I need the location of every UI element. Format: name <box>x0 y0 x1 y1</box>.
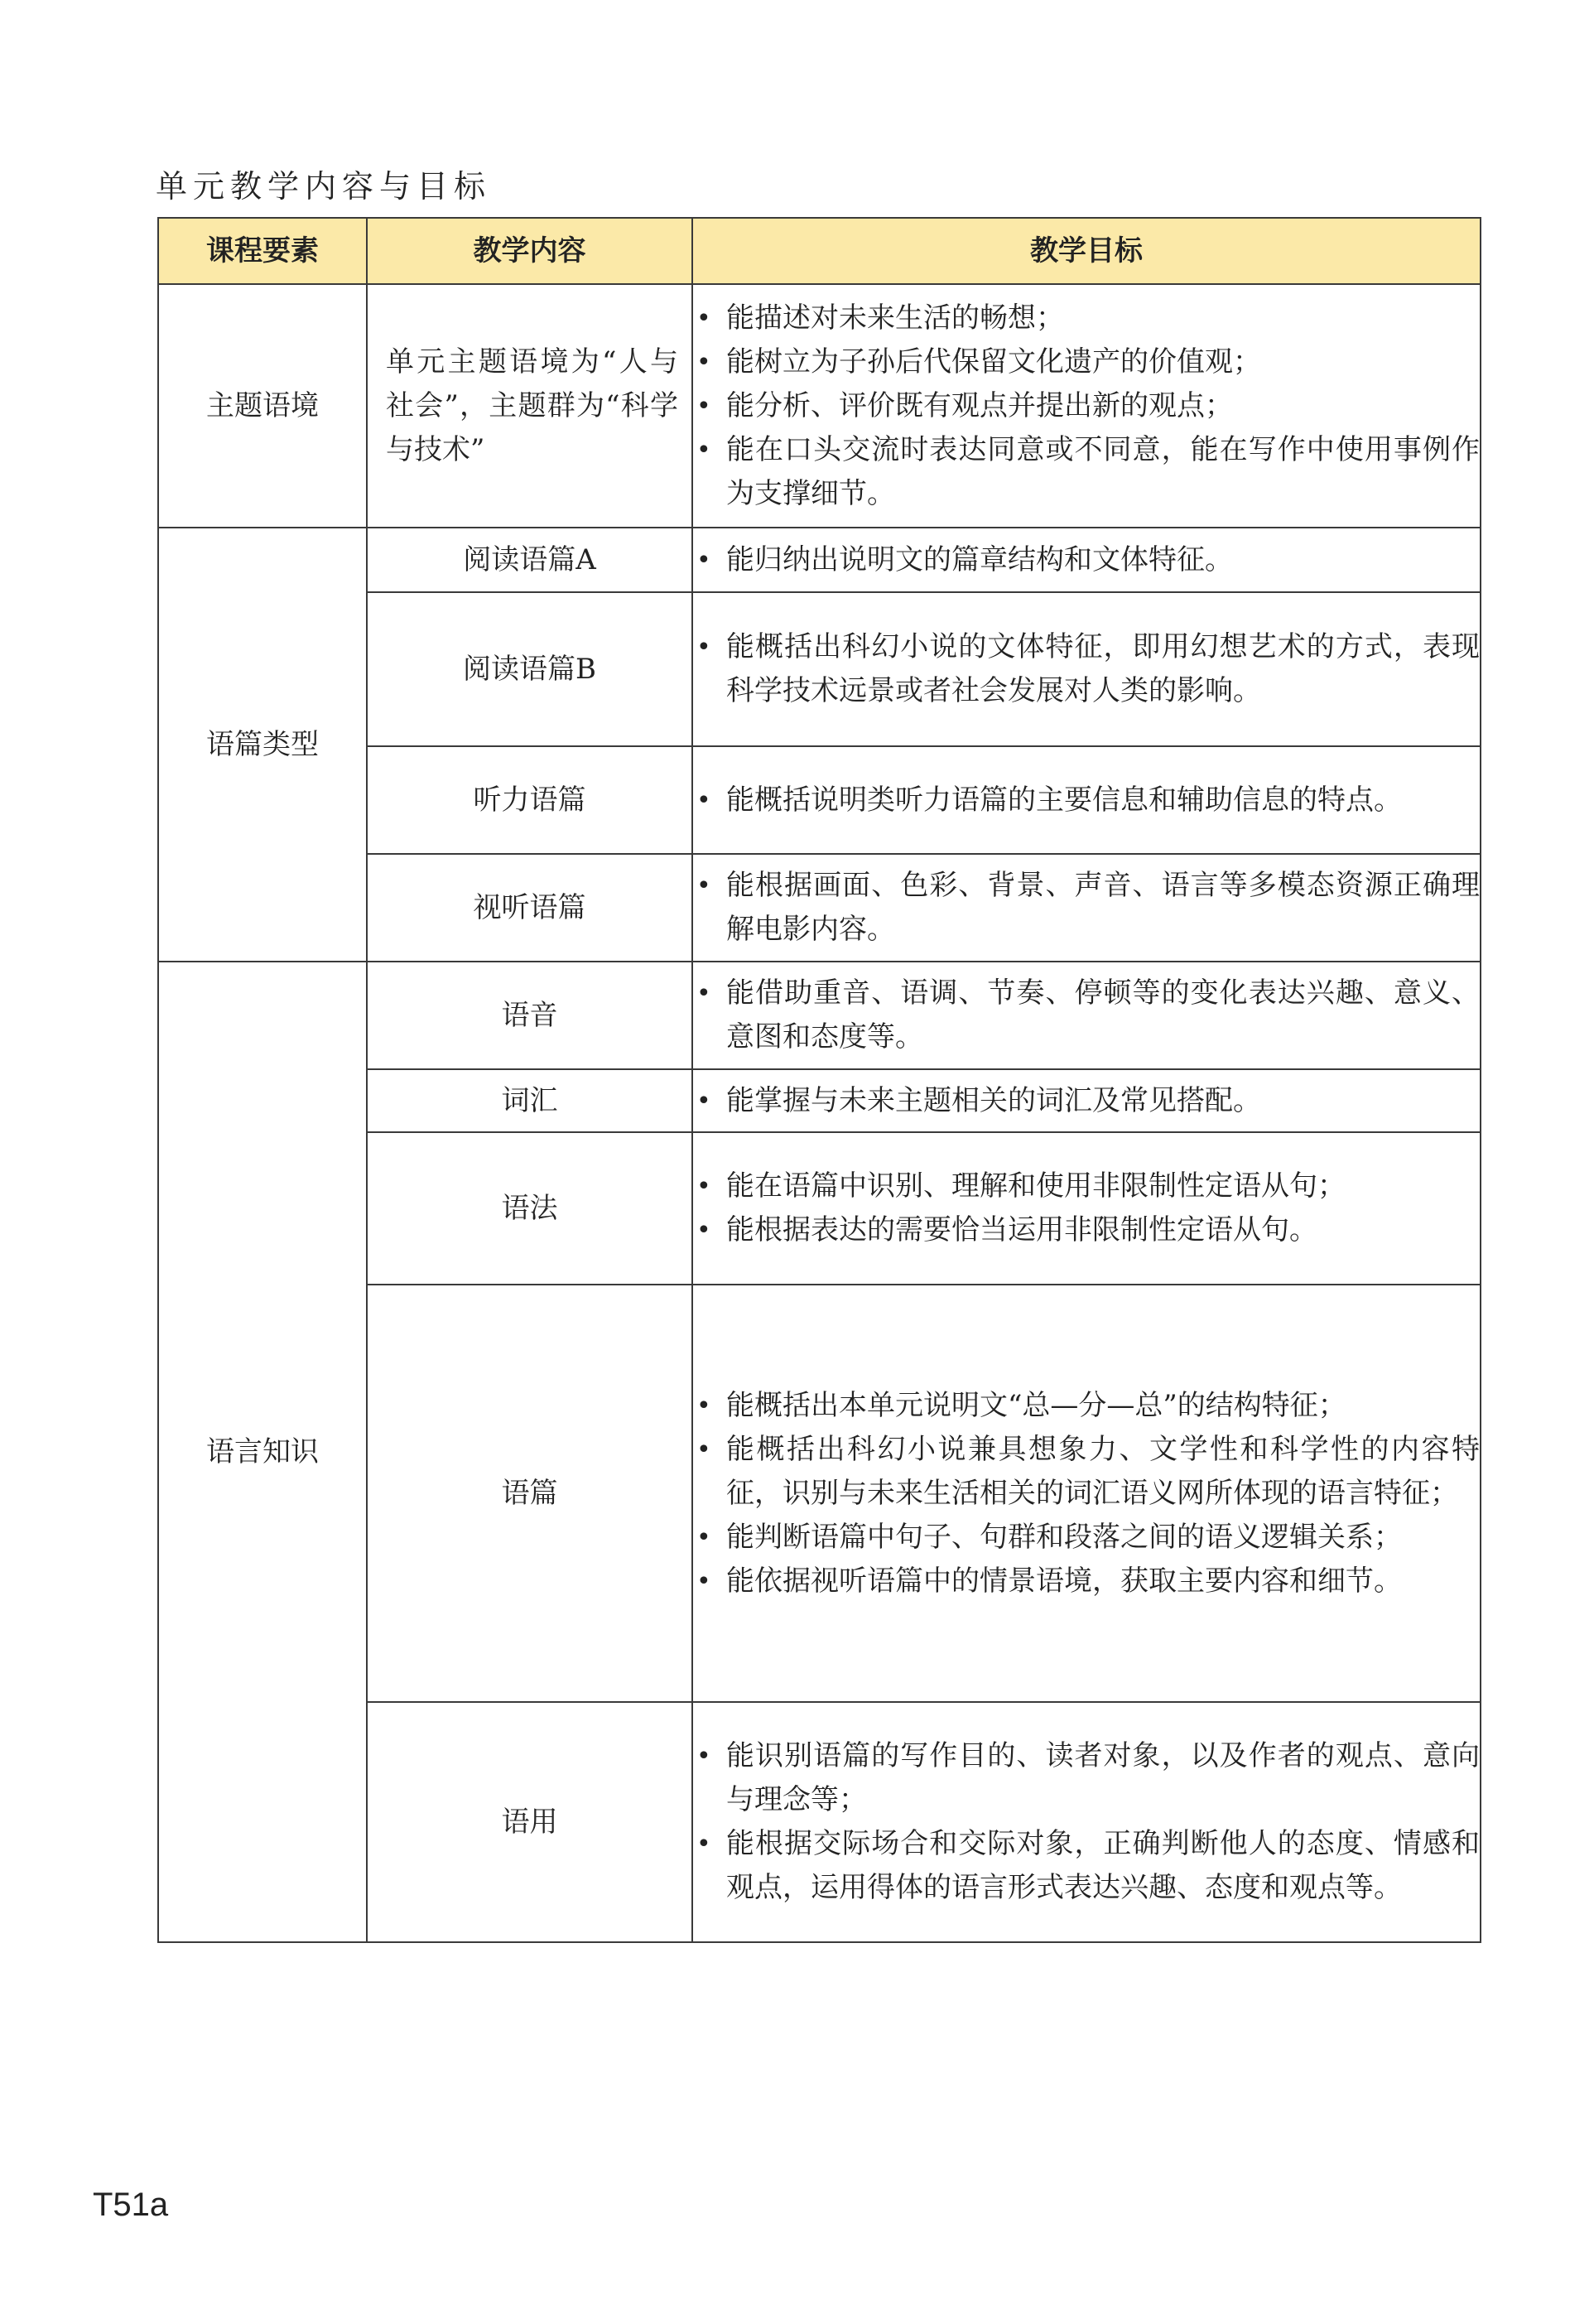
goal-item: • 能根据画面、色彩、背景、声音、语言等多模态资源正确理解电影内容。 <box>693 864 1480 952</box>
goal-item: • 能依据视听语篇中的情景语境，获取主要内容和细节。 <box>693 1560 1480 1603</box>
goal-item: • 能根据表达的需要恰当运用非限制性定语从句。 <box>693 1208 1480 1252</box>
goal-item: • 能借助重音、语调、节奏、停顿等的变化表达兴趣、意义、意图和态度等。 <box>693 972 1480 1059</box>
header-teaching-content: 教学内容 <box>367 218 692 284</box>
bullet-icon: • <box>696 1742 711 1771</box>
goal-cell <box>692 854 1481 962</box>
page-number: T51a <box>93 2187 169 2223</box>
table-row <box>158 962 1481 1069</box>
content-cell: 阅读语篇B <box>367 592 692 746</box>
bullet-icon: • <box>696 435 711 465</box>
goal-item: • 能分析、评价既有观点并提出新的观点； <box>693 384 1480 428</box>
table-row <box>158 284 1481 528</box>
bullet-icon: • <box>696 1566 711 1596</box>
goal-item: • 能树立为子孙后代保留文化遗产的价值观； <box>693 340 1480 384</box>
content-cell: 听力语篇 <box>367 746 692 854</box>
bullet-icon: • <box>696 785 711 815</box>
goal-cell <box>692 962 1481 1069</box>
section-title: 单元教学内容与目标 <box>156 168 492 205</box>
goal-cell <box>692 1069 1481 1132</box>
bullet-icon: • <box>696 1434 711 1464</box>
bullet-icon: • <box>696 1830 711 1859</box>
category-cell: 语言知识 <box>158 962 367 1942</box>
table-header-row <box>158 218 1481 284</box>
goal-item: • 能掌握与未来主题相关的词汇及常见搭配。 <box>693 1079 1480 1123</box>
goal-item: • 能根据交际场合和交际对象，正确判断他人的态度、情感和观点，运用得体的语言形式表达兴趣、态度和观点等。 <box>693 1822 1480 1910</box>
content-cell: 词汇 <box>367 1069 692 1132</box>
bullet-icon: • <box>696 391 711 421</box>
goal-item: • 能概括说明类听力语篇的主要信息和辅助信息的特点。 <box>693 779 1480 822</box>
goal-item: • 能判断语篇中句子、句群和段落之间的语义逻辑关系； <box>693 1516 1480 1560</box>
bullet-icon: • <box>696 1086 711 1116</box>
goal-cell <box>692 1132 1481 1285</box>
bullet-icon: • <box>696 545 711 575</box>
goal-cell <box>692 746 1481 854</box>
goal-item: • 能归纳出说明文的篇章结构和文体特征。 <box>693 538 1480 582</box>
content-cell: 单元主题语境为“人与社会”，主题群为“科学与技术” <box>367 284 692 528</box>
goal-cell <box>692 284 1481 528</box>
header-teaching-goal: 教学目标 <box>692 218 1481 284</box>
bullet-icon: • <box>696 1172 711 1201</box>
content-cell: 语用 <box>367 1702 692 1942</box>
header-course-element: 课程要素 <box>158 218 367 284</box>
content-cell: 阅读语篇A <box>367 528 692 592</box>
category-cell: 语篇类型 <box>158 528 367 962</box>
content-cell: 语音 <box>367 962 692 1069</box>
goal-item: • 能描述对未来生活的畅想； <box>693 297 1480 340</box>
goal-item: • 能概括出科幻小说兼具想象力、文学性和科学性的内容特征，识别与未来生活相关的词汇语义网所体现的语言特征； <box>693 1428 1480 1516</box>
goal-cell <box>692 1702 1481 1942</box>
bullet-icon: • <box>696 1391 711 1420</box>
goal-cell <box>692 528 1481 592</box>
bullet-icon: • <box>696 979 711 1008</box>
category-cell: 主题语境 <box>158 284 367 528</box>
content-cell: 语篇 <box>367 1285 692 1702</box>
content-cell: 视听语篇 <box>367 854 692 962</box>
bullet-icon: • <box>696 347 711 377</box>
content-cell: 语法 <box>367 1132 692 1285</box>
bullet-icon: • <box>696 1216 711 1245</box>
goal-cell <box>692 1285 1481 1702</box>
objectives-table <box>157 217 1481 1943</box>
bullet-icon: • <box>696 303 711 333</box>
goal-item: • 能概括出本单元说明文“总—分—总”的结构特征； <box>693 1384 1480 1428</box>
bullet-icon: • <box>696 871 711 900</box>
goal-item: • 能在语篇中识别、理解和使用非限制性定语从句； <box>693 1164 1480 1208</box>
bullet-icon: • <box>696 633 711 662</box>
bullet-icon: • <box>696 1522 711 1552</box>
goal-item: • 能识别语篇的写作目的、读者对象，以及作者的观点、意向与理念等； <box>693 1734 1480 1822</box>
goal-item: • 能概括出科幻小说的文体特征，即用幻想艺术的方式，表现科学技术远景或者社会发展对人类的影响。 <box>693 625 1480 713</box>
goal-cell <box>692 592 1481 746</box>
table-row <box>158 528 1481 592</box>
goal-item: • 能在口头交流时表达同意或不同意，能在写作中使用事例作为支撑细节。 <box>693 428 1480 516</box>
